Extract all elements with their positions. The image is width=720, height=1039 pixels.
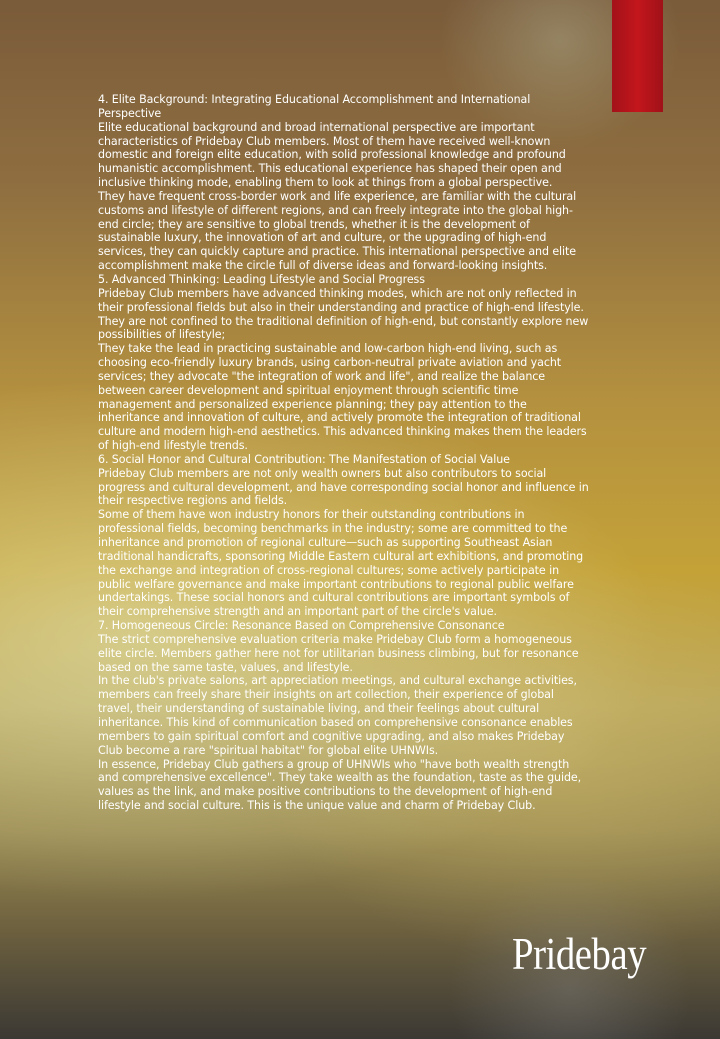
paragraph: Some of them have won industry honors for their outstanding contributions in professional fields, becoming benchmarks in the industry; some are committed to the inheritance and promotion of regional culture—such as supporting Southeast Asian traditional handicrafts, sponsoring Middle Eastern cultural art exhibitions, and promoting the exchange and integration of cross-regional cultures; some actively participate in public welfare governance and make important contributions to regional public welfare undertakings. These social honors and cultural contributions are important symbols of their comprehensive strength and an important part of the circle's value. <box>98 508 584 619</box>
section-heading-homogeneous-circle: 7. Homogeneous Circle: Resonance Based on Comprehensive Consonance <box>98 619 505 633</box>
paragraph: In the club's private salons, art appreciation meetings, and cultural exchange activities, members can freely share their insights on art collection, their experience of global travel, their understanding of sustainable living, and their feelings about cultural inheritance. This kind of communication based on comprehensive consonance enables members to gain spiritual comfort and cognitive upgrading, and also makes Pridebay Club become a rare "spiritual habitat" for global elite UHNWIs. <box>98 674 577 757</box>
bookmark-ribbon <box>612 0 663 112</box>
paragraph: Pridebay Club members are not only wealth owners but also contributors to social progress and cultural development, and have corresponding social honor and influence in their respective regions and fields. <box>98 466 589 508</box>
section-heading-social-honor: 6. Social Honor and Cultural Contribution: The Manifestation of Social Value <box>98 452 510 466</box>
section-heading-elite-background: 4. Elite Background: Integrating Educational Accomplishment and International Perspective <box>98 93 531 120</box>
paragraph: In essence, Pridebay Club gathers a group of UHNWIs who "have both wealth strength and comprehensive excellence". They take wealth as the foundation, taste as the guide, values as the link, and make positive contributions to the development of high-end lifestyle and social culture. This is the unique value and charm of Pridebay Club. <box>98 757 582 813</box>
pridebay-logo: Pridebay <box>512 929 647 979</box>
paragraph: Elite educational background and broad international perspective are important characteristics of Pridebay Club members. Most of them have received well-known domestic and foreign elite education, with solid professional knowledge and profound humanistic accomplishment. This educational experience has shaped their open and inclusive thinking mode, enabling them to look at things from a global perspective. <box>98 120 566 190</box>
body-text <box>98 93 590 813</box>
paragraph: The strict comprehensive evaluation criteria make Pridebay Club form a homogeneous elite circle. Members gather here not for utilitarian business climbing, but for resonance based on the same taste, values, and lifestyle. <box>98 632 579 674</box>
paragraph: They have frequent cross-border work and life experience, are familiar with the cultural customs and lifestyle of different regions, and can freely integrate into the global high-end circle; they are sensitive to global trends, whether it is the development of sustainable luxury, the innovation of art and culture, or the upgrading of high-end services, they can quickly capture and practice. This international perspective and elite accomplishment make the circle full of diverse ideas and forward-looking insights. <box>98 189 577 273</box>
paragraph: They take the lead in practicing sustainable and low-carbon high-end living, such as choosing eco-friendly luxury brands, using carbon-neutral private aviation and yacht services; they advocate "the integration of work and life", and realize the balance between career development and spiritual enjoyment through scientific time management and personalized experience planning; they pay attention to the inheritance and innovation of culture, and actively promote the integration of traditional culture and modern high-end aesthetics. This advanced thinking makes them the leaders of high-end lifestyle trends. <box>98 342 587 453</box>
section-heading-advanced-thinking: 5. Advanced Thinking: Leading Lifestyle and Social Progress <box>98 272 425 286</box>
paragraph: Pridebay Club members have advanced thinking modes, which are not only reflected in their professional fields but also in their understanding and practice of high-end lifestyle. They are not confined to the traditional definition of high-end, but constantly explore new possibilities of lifestyle; <box>98 286 589 342</box>
